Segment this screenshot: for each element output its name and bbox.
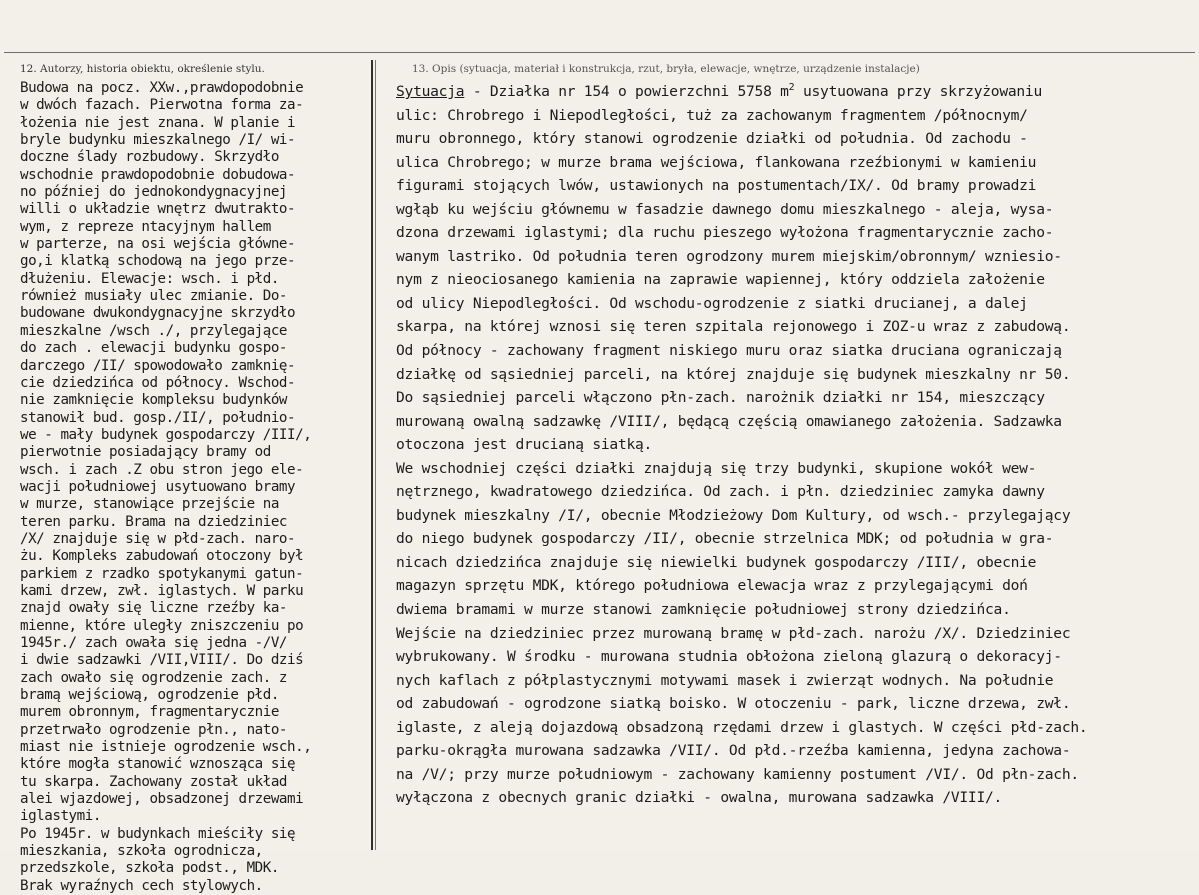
left-column-header: 12. Autorzy, historia obiektu, określenie stylu. bbox=[20, 63, 265, 75]
first-line-text: - Działka nr 154 o powierzchni 5758 m bbox=[464, 83, 789, 100]
history-text-line: parkiem z rzadko spotykanymi gatun- bbox=[20, 565, 304, 582]
history-text-line: Brak wyraźnych cech stylowych. bbox=[20, 877, 263, 894]
description-text-line: od zabudowań - ogrodzone siatką boisko. W otoczeniu - park, liczne drzewa, zwł. bbox=[396, 695, 1071, 713]
description-text-line: muru obronnego, który stanowi ogrodzenie działki od południa. Od zachodu - bbox=[396, 130, 1028, 148]
description-text-line: Od północy - zachowany fragment niskiego muru oraz siatka druciana ograniczają bbox=[396, 342, 1062, 360]
description-text-column bbox=[396, 80, 1196, 810]
description-text-line: skarpa, na której wznosi się teren szpitala rejonowego i ZOZ-u wraz z zabudową. bbox=[396, 318, 1071, 336]
right-column-header: 13. Opis (sytuacja, materiał i konstrukcja, rzut, bryła, elewacje, wnętrze, urządzenie instalacje) bbox=[412, 63, 920, 75]
description-text-line: dzona drzewami iglastymi; dla ruchu pieszego wyłożona fragmentarycznie zacho- bbox=[396, 224, 1054, 242]
description-text-line: nych kaflach z półplastycznymi motywami masek i zwierząt wodnych. Na południe bbox=[396, 671, 1054, 689]
history-text-line: cie dziedzińca od północy. Wschod- bbox=[20, 374, 296, 391]
history-text-line: w parterze, na osi wejścia główne- bbox=[20, 236, 296, 253]
history-text-line: iglastymi. bbox=[20, 808, 101, 825]
history-text-line: mieszkania, szkoła ogrodnicza, bbox=[20, 843, 263, 860]
history-text-line: wsch. i zach .Z obu stron jego ele- bbox=[20, 461, 304, 478]
description-text-line: nym z nieociosanego kamienia na zaprawie wapiennej, który oddziela założenie bbox=[396, 271, 1045, 289]
description-text-line: Do sąsiedniej parceli włączono płn-zach. narożnik działki nr 154, mieszczący bbox=[396, 389, 1045, 407]
description-text-line: iglaste, z aleją dojazdową obsadzoną rzędami drzew i glastych. W części płd-zach. bbox=[396, 718, 1088, 736]
history-text-line: w murze, stanowiące przejście na bbox=[20, 496, 279, 513]
history-text-line: teren parku. Brama na dziedziniec bbox=[20, 513, 288, 530]
history-text-line: łożenia nie jest znana. W planie i bbox=[20, 114, 296, 131]
description-text-line: Wejście na dziedziniec przez murowaną bramę w płd-zach. narożu /X/. Dziedziniec bbox=[396, 624, 1071, 642]
history-text-line: go,i klatką schodową na jego prze- bbox=[20, 253, 296, 270]
history-text-line: pierwotnie posiadający bramy od bbox=[20, 444, 271, 461]
description-text-line: nicach dziedzińca znajduje się niewielki budynek gospodarczy /III/, obecnie bbox=[396, 553, 1037, 571]
history-text-line: mienne, które uległy zniszczeniu po bbox=[20, 617, 304, 634]
description-text-line: działkę od sąsiedniej parceli, na której znajduje się budynek mieszkalny nr 50. bbox=[396, 365, 1071, 383]
history-text-line: które mogła stanowić wznosząca się bbox=[20, 756, 296, 773]
history-text-line: budowane dwukondygnacyjne skrzydło bbox=[20, 305, 296, 322]
history-text-line: darczego /II/ spowodowało zamknię- bbox=[20, 357, 296, 374]
history-text-line: Budowa na pocz. XXw.,prawdopodobnie bbox=[20, 80, 304, 96]
description-text-line: ulic: Chrobrego i Niepodległości, tuż za zachowanym fragmentem /północnym/ bbox=[396, 106, 1028, 124]
history-text-line: również musiały ulec zmianie. Do- bbox=[20, 288, 288, 305]
description-text-line: wybrukowany. W środku - murowana studnia obłożona zieloną glazurą o dekoracyj- bbox=[396, 648, 1062, 666]
description-text-line: murowaną owalną sadzawkę /VIII/, będącą częścią omawianego założenia. Sadzawka bbox=[396, 412, 1062, 430]
description-text-line: dwiema bramami w murze stanowi zamknięcie południowej strony dziedzińca. bbox=[396, 601, 1011, 619]
history-text-line: stanowił bud. gosp./II/, południo- bbox=[20, 409, 296, 426]
description-text-line: nętrznego, kwadratowego dziedzińca. Od zach. i płn. dziedziniec zamyka dawny bbox=[396, 483, 1045, 501]
first-line-text-end: usytuowana przy skrzyżowaniu bbox=[794, 83, 1043, 100]
description-text-line: wyłączona z obecnych granic działki - owalna, murowana sadzawka /VIII/. bbox=[396, 789, 1003, 807]
description-text-line: We wschodniej części działki znajdują się trzy budynki, skupione wokół wew- bbox=[396, 459, 1037, 477]
description-text-line: do niego budynek gospodarczy /II/, obecnie strzelnica MDK; od południa w gra- bbox=[396, 530, 1054, 548]
history-text-line: bramą wejściową, ogrodzenie płd. bbox=[20, 687, 279, 704]
history-text-line: nie zamknięcie kompleksu budynków bbox=[20, 392, 288, 409]
history-text-line: przedszkole, szkoła podst., MDK. bbox=[20, 860, 279, 877]
history-text-line: zach owało się ogrodzenie zach. z bbox=[20, 669, 288, 686]
history-text-line: 1945r./ zach owała się jedna -/V/ bbox=[20, 635, 288, 651]
section-heading-sytuacja: Sytuacja bbox=[396, 83, 465, 100]
description-text-line: parku-okrągła murowana sadzawka /VII/. Od płd.-rzeźba kamienna, jedyna zachowa- bbox=[396, 742, 1071, 760]
description-text-line: figurami stojących lwów, ustawionych na postumentach/IX/. Od bramy prowadzi bbox=[396, 177, 1037, 195]
history-text-line: no później do jednokondygnacyjnej bbox=[20, 184, 288, 201]
history-text-line: bryle budynku mieszkalnego /I/ wi- bbox=[20, 132, 296, 149]
description-text-line: wanym lastriko. Od południa teren ogrodzony murem miejskim/obronnym/ wzniesio- bbox=[396, 247, 1062, 265]
column-divider-thin bbox=[375, 60, 376, 850]
history-text-line: znajd owały się liczne rzeźby ka- bbox=[20, 600, 288, 617]
description-text-line: wgłąb ku wejściu głównemu w fasadzie dawnego domu mieszkalnego - aleja, wysa- bbox=[396, 200, 1054, 218]
history-text-column bbox=[20, 80, 370, 895]
area-unit-superscript: 2 bbox=[788, 82, 795, 94]
description-first-line bbox=[396, 80, 1196, 104]
description-text-line: na /V/; przy murze południowym - zachowany kamienny postument /VI/. Od płn-zach. bbox=[396, 765, 1079, 783]
history-text-line: do zach . elewacji budynku gospo- bbox=[20, 340, 288, 357]
history-text-line: wacji południowej usytuowano bramy bbox=[20, 478, 296, 495]
history-text-line: żu. Kompleks zabudowań otoczony był bbox=[20, 548, 304, 565]
description-text-line: magazyn sprzętu MDK, którego południowa elewacja wraz z przylegającymi doń bbox=[396, 577, 1028, 595]
history-text-line: miast nie istnieje ogrodzenie wsch., bbox=[20, 739, 312, 756]
history-text-line: przetrwało ogrodzenie płn., nato- bbox=[20, 721, 288, 738]
history-text-line: doczne ślady rozbudowy. Skrzydło bbox=[20, 149, 279, 166]
history-text-line: kami drzew, zwł. iglastych. W parku bbox=[20, 582, 304, 599]
history-text-line: i dwie sadzawki /VII,VIII/. Do dziś bbox=[20, 652, 304, 669]
history-text-line: dłużeniu. Elewacje: wsch. i płd. bbox=[20, 270, 279, 287]
history-text-line: murem obronnym, fragmentarycznie bbox=[20, 704, 279, 721]
description-text-line: budynek mieszkalny /I/, obecnie Młodzieżowy Dom Kultury, od wsch.- przylegający bbox=[396, 506, 1071, 524]
column-divider bbox=[371, 60, 373, 850]
description-text-line: otoczona jest drucianą siatką. bbox=[396, 436, 653, 454]
history-text-line: tu skarpa. Zachowany został układ bbox=[20, 773, 288, 790]
history-text-line: /X/ znajduje się w płd-zach. naro- bbox=[20, 530, 296, 547]
description-text-line: od ulicy Niepodległości. Od wschodu-ogrodzenie z siatki drucianej, a dalej bbox=[396, 294, 1028, 312]
history-text-line: we - mały budynek gospodarczy /III/, bbox=[20, 426, 312, 443]
history-text-line: wschodnie prawdopodobnie dobudowa- bbox=[20, 166, 296, 183]
history-text-line: willi o układzie wnętrz dwutrakto- bbox=[20, 201, 296, 218]
history-text-line: alei wjazdowej, obsadzonej drzewami bbox=[20, 791, 304, 808]
history-text-line: w dwóch fazach. Pierwotna forma za- bbox=[20, 97, 304, 114]
top-rule bbox=[4, 52, 1195, 53]
history-text-line: mieszkalne /wsch ./, przylegające bbox=[20, 322, 288, 339]
history-text-line: Po 1945r. w budynkach mieściły się bbox=[20, 825, 296, 842]
history-text-line: wym, z repreze ntacyjnym hallem bbox=[20, 218, 271, 235]
description-text-line: ulica Chrobrego; w murze brama wejściowa, flankowana rzeźbionymi w kamieniu bbox=[396, 153, 1037, 171]
